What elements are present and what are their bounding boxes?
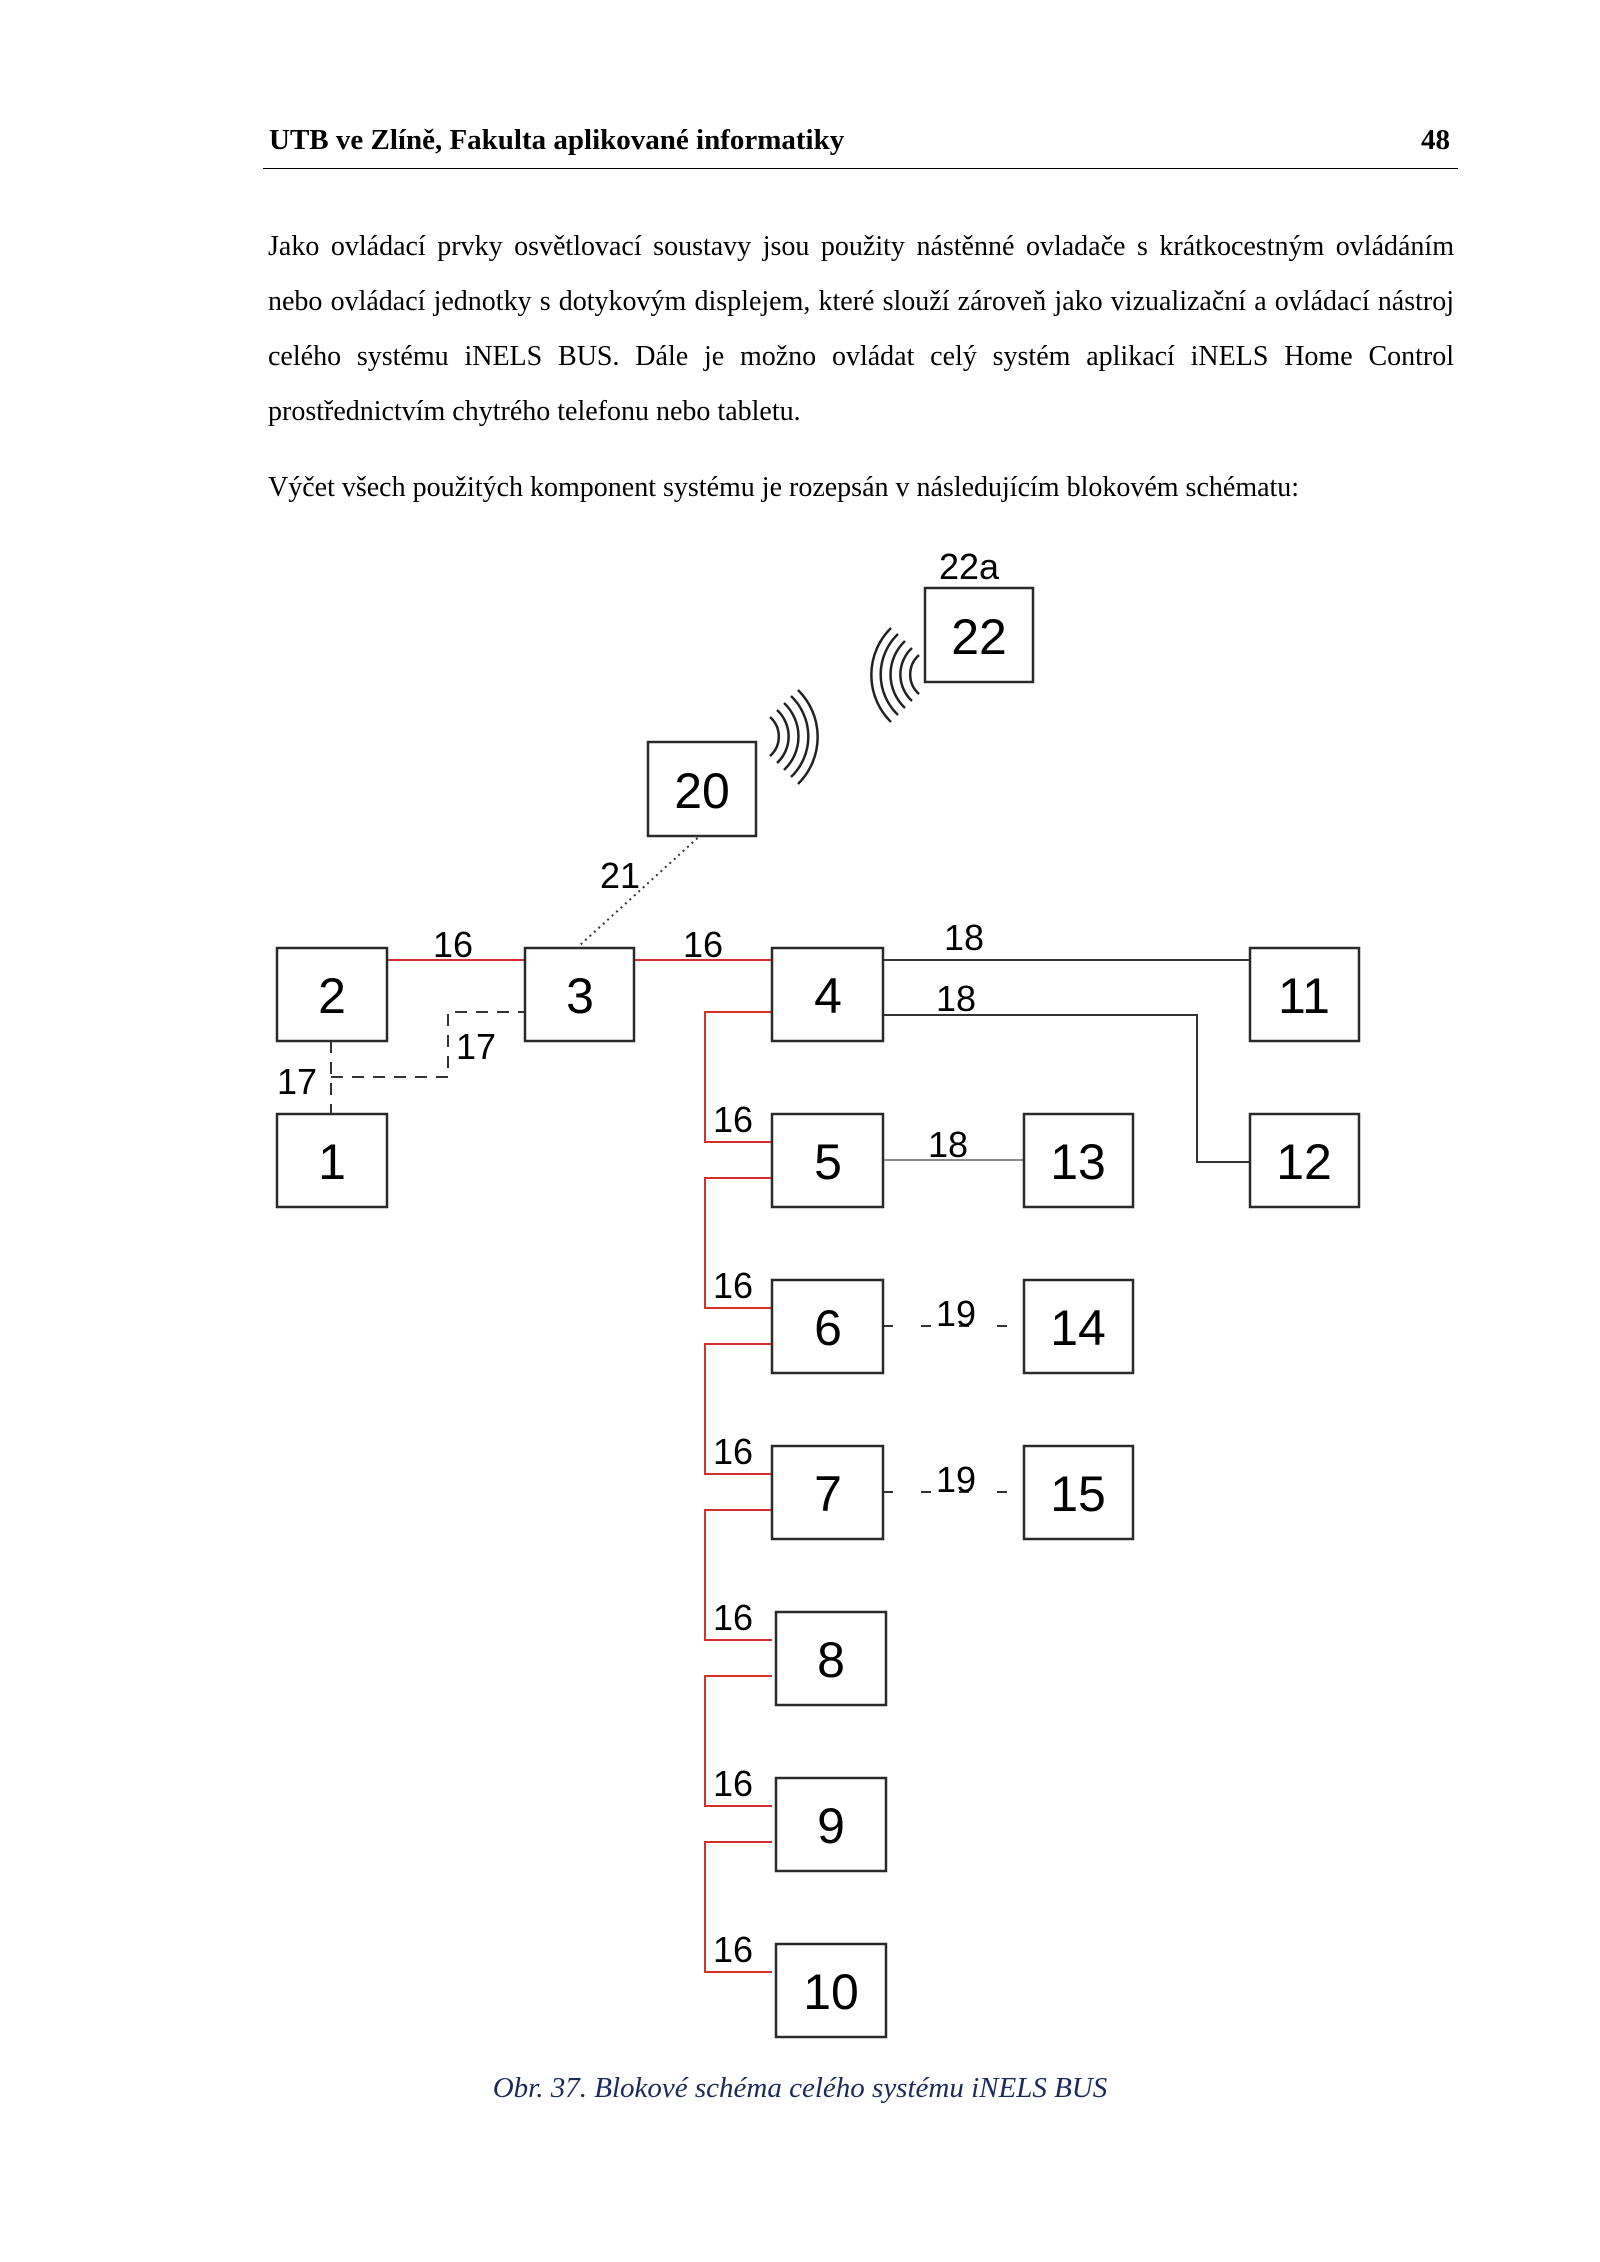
block-label-11: 11 xyxy=(1278,968,1330,1024)
label-18-4-12: 18 xyxy=(936,978,977,1019)
block-label-10: 10 xyxy=(803,1964,859,2020)
block-label-12: 12 xyxy=(1276,1134,1332,1190)
label-17-left: 17 xyxy=(277,1061,318,1102)
block-label-7: 7 xyxy=(814,1466,842,1522)
block-label-13: 13 xyxy=(1050,1134,1106,1190)
block-label-20: 20 xyxy=(674,763,730,819)
block-label-15: 15 xyxy=(1050,1466,1106,1522)
label-16-4-5: 16 xyxy=(713,1099,754,1140)
label-17-right: 17 xyxy=(456,1026,497,1067)
block-label-4: 4 xyxy=(814,968,842,1024)
label-16-2-3: 16 xyxy=(433,924,474,965)
label-16-9-10: 16 xyxy=(713,1929,754,1970)
label-16-7-8: 16 xyxy=(713,1597,754,1638)
block-label-14: 14 xyxy=(1050,1300,1106,1356)
header-title: UTB ve Zlíně, Fakulta aplikované informatiky xyxy=(269,124,845,156)
block-label-3: 3 xyxy=(566,968,594,1024)
paragraph-controls: Jako ovládací prvky osvětlovací soustavy jsou použity nástěnné ovladače s krátkocestným ovládáním nebo ovládací jednotky s dotykovým displejem, které slouží zároveň jako vizualizační a ovládací nástroj celého systému iNELS BUS. Dále je možno ovládat celý systém aplikací iNELS Home Control prostřednictvím chytrého telefonu nebo tabletu. xyxy=(268,231,1454,427)
label-18-4-11: 18 xyxy=(944,917,985,958)
block-label-8: 8 xyxy=(817,1632,845,1688)
wireless-icon-22 xyxy=(871,628,919,722)
label-21: 21 xyxy=(600,855,641,896)
figure-caption: Obr. 37. Blokové schéma celého systému iNELS BUS xyxy=(492,2072,1108,2104)
block-label-22: 22 xyxy=(951,609,1007,665)
label-18-5-13: 18 xyxy=(928,1124,969,1165)
label-16-3-4: 16 xyxy=(683,924,724,965)
block-label-6: 6 xyxy=(814,1300,842,1356)
paragraph-components: Výčet všech použitých komponent systému je rozepsán v následujícím blokovém schématu: xyxy=(268,472,1300,503)
block-label-2: 2 xyxy=(318,968,346,1024)
label-16-6-7: 16 xyxy=(713,1431,754,1472)
label-16-8-9: 16 xyxy=(713,1763,754,1804)
block-label-5: 5 xyxy=(814,1134,842,1190)
label-19-7-15: 19 xyxy=(936,1459,977,1500)
block-label-9: 9 xyxy=(817,1798,845,1854)
label-22a: 22a xyxy=(939,546,1000,587)
block-label-1: 1 xyxy=(318,1134,346,1190)
wireless-icon-20 xyxy=(770,690,818,784)
label-16-5-6: 16 xyxy=(713,1265,754,1306)
label-19-6-14: 19 xyxy=(936,1293,977,1334)
page-number: 48 xyxy=(1421,124,1450,156)
